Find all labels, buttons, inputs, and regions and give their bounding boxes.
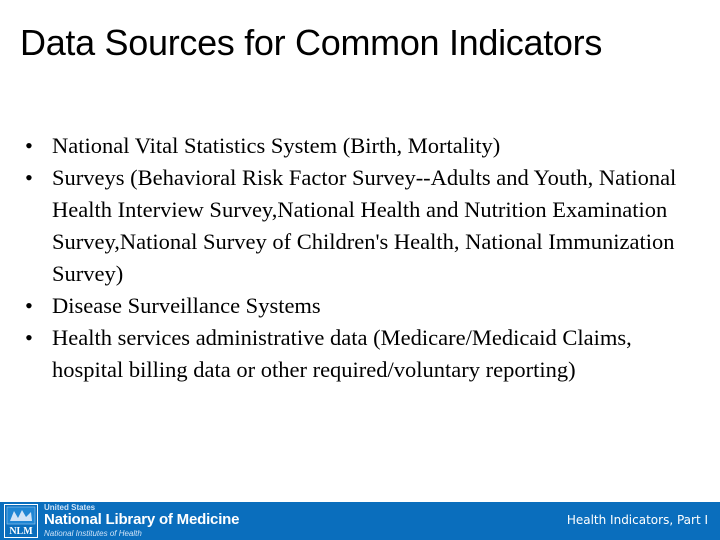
slide-title: Data Sources for Common Indicators: [20, 22, 603, 63]
bullet-list: [25, 130, 705, 386]
logo-line-united-states: United States: [44, 503, 96, 512]
bullet-text: Health services administrative data (Medicare/Medicaid Claims, hospital billing data or other required/voluntary reporting): [52, 325, 632, 382]
bullet-marker: •: [25, 325, 33, 350]
bullet-item-surveys: [25, 162, 705, 290]
bullet-marker: •: [25, 165, 33, 190]
logo-line-nih: National Institutes of Health: [44, 529, 142, 538]
footer-bar: [0, 502, 720, 540]
bullet-item-vital-statistics: [25, 130, 705, 162]
nlm-logo: [4, 502, 264, 540]
footer-caption: Health Indicators, Part I: [566, 513, 708, 527]
bullet-text: Disease Surveillance Systems: [52, 293, 321, 318]
bullet-text: National Vital Statistics System (Birth, Mortality): [52, 133, 501, 158]
bullet-item-disease-surveillance: [25, 290, 705, 322]
logo-line-nlm: National Library of Medicine: [44, 511, 240, 528]
nlm-seal-icon: [4, 504, 38, 538]
bullet-marker: •: [25, 133, 33, 158]
bullet-item-administrative-data: [25, 322, 705, 386]
nlm-seal-text: NLM: [9, 526, 33, 537]
bullet-marker: •: [25, 293, 33, 318]
bullet-text: Surveys (Behavioral Risk Factor Survey--Adults and Youth, National Health Interview Survey,National Health and Nutrition Examination Survey,National Survey of Children's Health, National Immunization Survey): [52, 165, 677, 286]
